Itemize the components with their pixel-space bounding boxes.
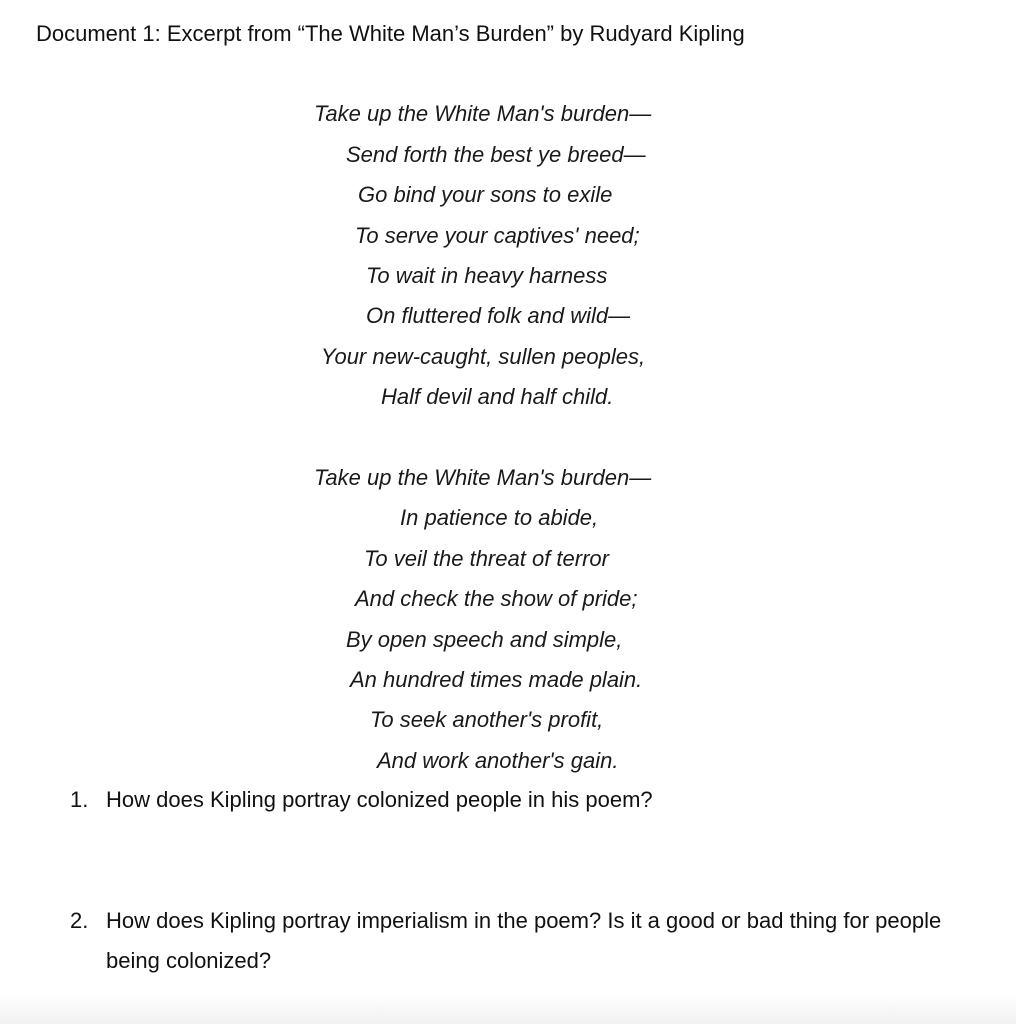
question-text: How does Kipling portray imperialism in the poem? Is it a good or bad thing for people being colonized? — [106, 908, 942, 973]
poem-line: To seek another's profit, — [370, 707, 604, 732]
poem-line: An hundred times made plain. — [350, 667, 643, 692]
question-item — [70, 901, 970, 981]
poem-line: On fluttered folk and wild— — [366, 303, 631, 328]
poem-line: Half devil and half child. — [381, 384, 614, 409]
poem-line: Take up the White Man's burden— — [314, 101, 652, 126]
poem-line: Send forth the best ye breed— — [346, 142, 646, 167]
poem-line: In patience to abide, — [400, 505, 599, 530]
poem-line: Take up the White Man's burden— — [314, 465, 652, 490]
poem-line: To wait in heavy harness — [366, 263, 608, 288]
poem-line: To serve your captives' need; — [355, 223, 640, 248]
poem-line: By open speech and simple, — [346, 627, 623, 652]
question-text: How does Kipling portray colonized people in his poem? — [106, 787, 653, 812]
poem-line: And work another's gain. — [377, 748, 619, 773]
question-number: 2. — [70, 908, 89, 933]
poem-line: Go bind your sons to exile — [358, 182, 613, 207]
question-item — [70, 780, 970, 820]
poem-line: To veil the threat of terror — [364, 546, 609, 571]
poem-line: And check the show of pride; — [355, 586, 638, 611]
poem-line: Your new-caught, sullen peoples, — [321, 344, 646, 369]
page-bottom-edge — [0, 994, 1016, 1024]
question-number: 1. — [70, 787, 89, 812]
document-title: Document 1: Excerpt from “The White Man’s Burden” by Rudyard Kipling — [36, 21, 745, 46]
